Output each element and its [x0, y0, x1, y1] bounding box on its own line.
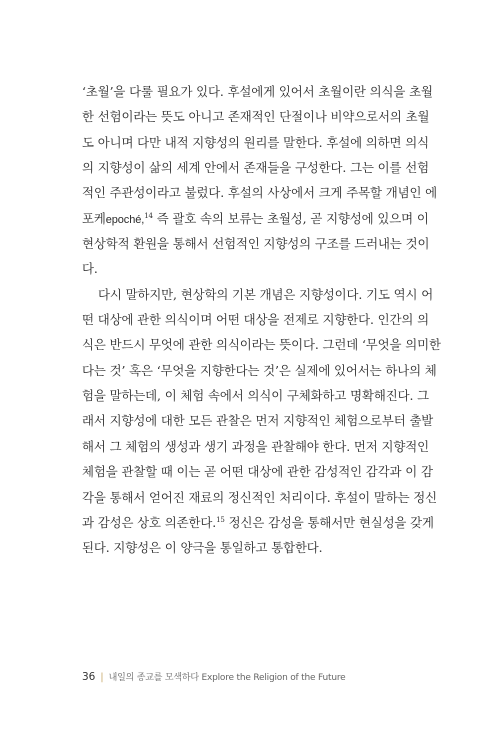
text-line: 다는 것’ 혹은 ‘무엇을 지향한다는 것’은 실제에 있어서는 하나의 체 [82, 362, 437, 378]
footnote-ref-14: 14 [144, 211, 153, 220]
paragraph-1 [82, 79, 438, 282]
page-footer [82, 670, 345, 683]
running-title: 내일의 종교를 모색하다 Explore the Religion of the Future [108, 673, 346, 683]
text-line: 적인 주관성이라고 불렀다. 후설의 사상에서 크게 주목할 개념인 에 [82, 185, 438, 201]
footnote-ref-15: 15 [216, 515, 225, 524]
text-line: 각을 통해서 얻어진 재료의 정신적인 처리이다. 후설이 말하는 정신 [82, 489, 438, 505]
text-line: 현상학적 환원을 통해서 선험적인 지향성의 구조를 드러내는 것이 [82, 236, 430, 252]
text-line: 떤 대상에 관한 의식이며 어떤 대상을 전제로 지향한다. 인간의 의 [82, 312, 429, 328]
text-fragment: 포케 [82, 210, 106, 226]
text-line: 도 아니며 다만 내적 지향성의 원리를 말한다. 후설에 의하면 의식 [82, 134, 429, 150]
text-line: 식은 반드시 무엇에 관한 의식이라는 뜻이다. 그런데 ‘무엇을 의미한 [82, 337, 441, 353]
text-line: 체험을 관찰할 때 이는 곧 어떤 대상에 관한 감성적인 감각과 이 감 [82, 464, 433, 480]
text-line: 래서 지향성에 대한 모든 관찰은 먼저 지향적인 체험으로부터 출발 [82, 413, 434, 429]
footer-separator: | [100, 672, 104, 683]
text-line: 한 선험이라는 뜻도 아니고 존재적인 단절이나 비약으로서의 초월 [82, 109, 430, 125]
text-fragment: 즉 괄호 속의 보류는 초월성, 곧 지향성에 있으며 이 [152, 210, 429, 226]
text-line: ‘초월’을 다룰 필요가 있다. 후설에게 있어서 초월이란 의식을 초월 [82, 84, 433, 99]
text-fragment: 정신은 감성을 통해서만 현실성을 갖게 [224, 514, 434, 530]
text-fragment: 과 감성은 상호 의존한다. [82, 514, 217, 530]
text-line-ref [82, 510, 434, 535]
page-number: 36 [82, 671, 96, 683]
text-line: 험을 말하는데, 이 체험 속에서 의식이 구체화하고 명확해진다. 그 [82, 388, 429, 404]
text-line: 다. [82, 261, 98, 277]
body-text [82, 79, 441, 561]
text-line: 다시 말하지만, 현상학의 기본 개념은 지향성이다. 기도 역시 어 [98, 286, 434, 302]
text-line: 의 지향성이 삶의 세계 안에서 존재들을 구성한다. 그는 이를 선험 [82, 160, 429, 176]
text-line: 된다. 지향성은 이 양극을 통일하고 통합한다. [82, 540, 323, 556]
term-epoche: epoché, [105, 213, 145, 226]
text-line: 해서 그 체험의 생성과 생기 과정을 관찰해야 한다. 먼저 지향적인 [82, 438, 429, 454]
text-line-epoche [82, 206, 429, 231]
paragraph-2 [82, 282, 441, 561]
